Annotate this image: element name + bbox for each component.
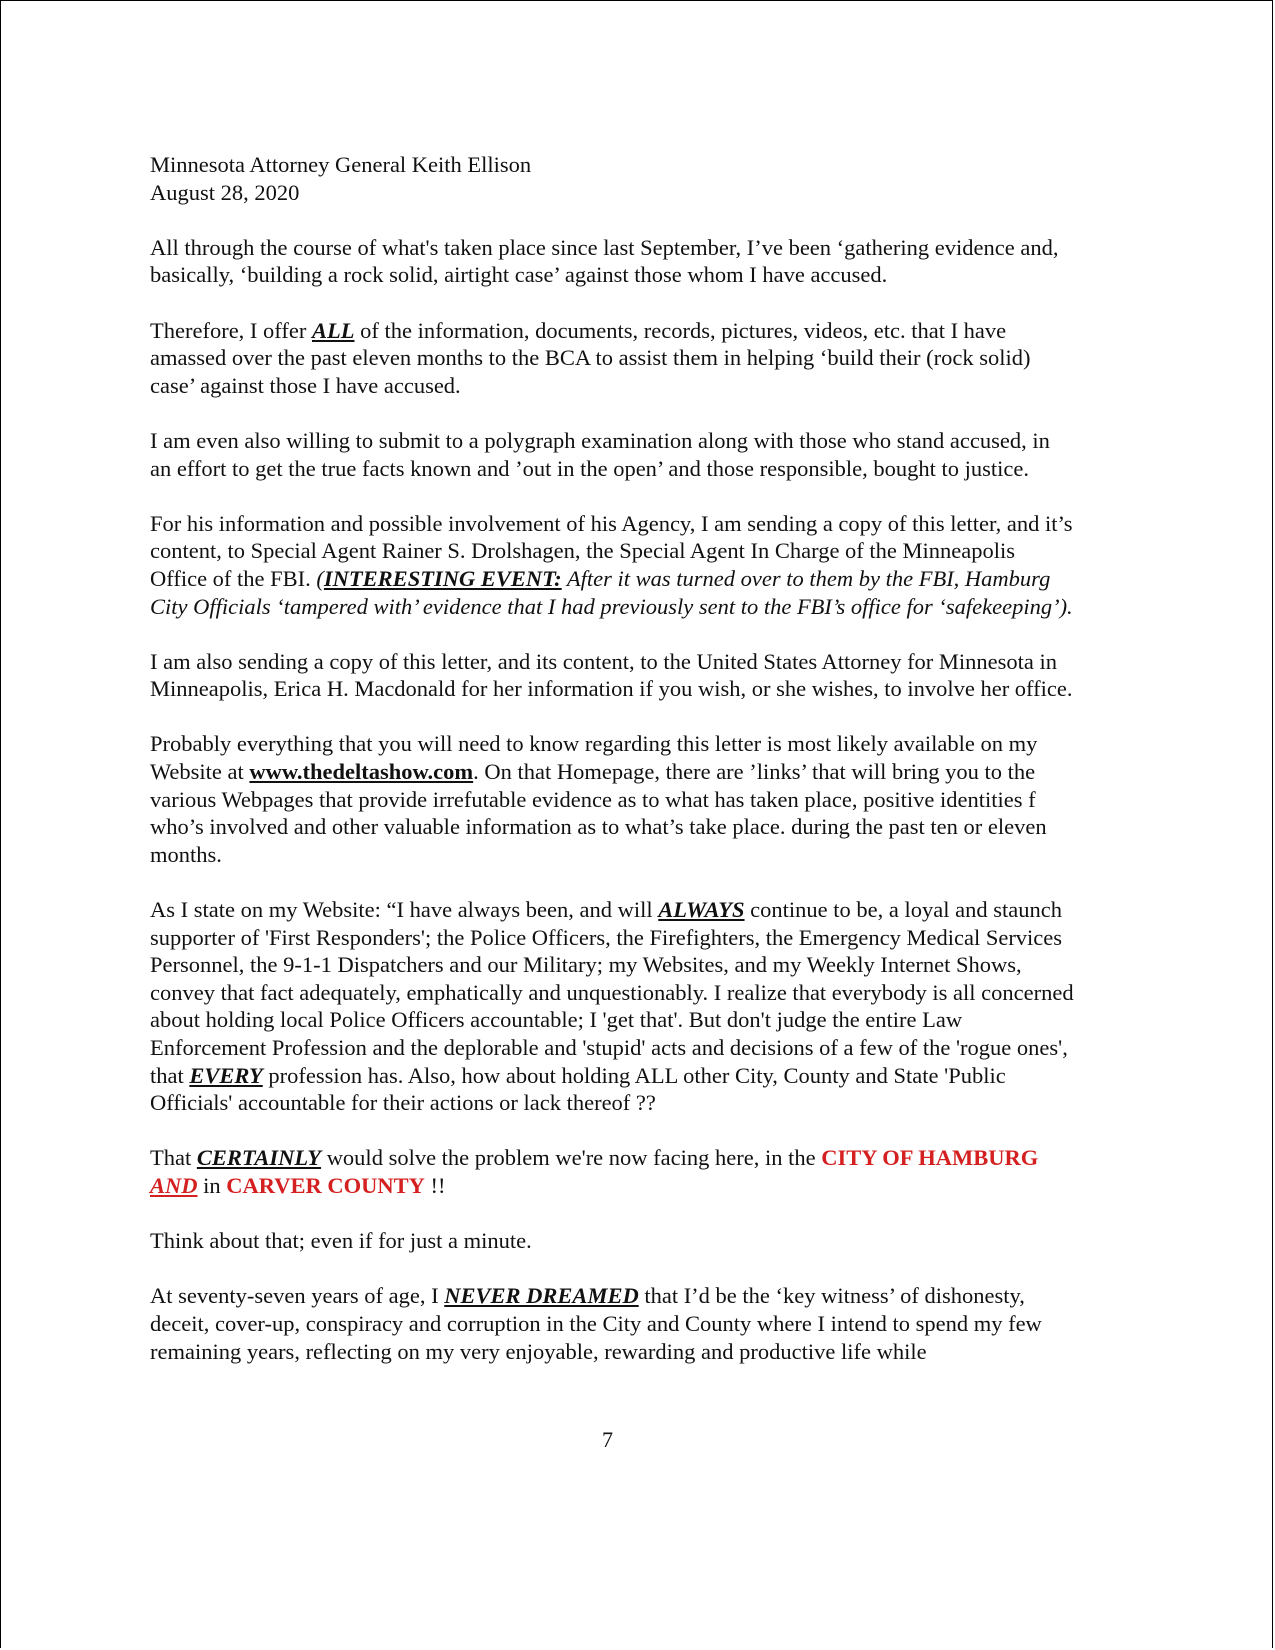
- p7-text-after: profession has. Also, how about holding ALL other City, County and State 'Public Officials' accountable for their actions or lack thereof ??: [150, 1062, 1006, 1116]
- p7-emphasis-always: ALWAYS: [658, 897, 745, 923]
- p8-text-after: !!: [424, 1172, 446, 1198]
- p4-italic-open: (: [316, 565, 324, 591]
- paragraph-3: I am even also willing to submit to a polygraph examination along with those who stand accused, in an effort to get the true facts known and ’out in the open’ and those responsible, bought to justice.: [150, 427, 1050, 481]
- letter-header: [150, 151, 1075, 206]
- p8-emphasis-certainly: CERTAINLY: [196, 1145, 322, 1171]
- p4-italic-rest: After it was turned over to them by the FBI, Hamburg City Officials ‘tampered with’ evidence that I had previously sent to the FBI’s office for ‘safekeeping’).: [150, 565, 1073, 619]
- paragraph-6: [150, 730, 1075, 868]
- p6-text-after: . On that Homepage, there are ’links’ that will bring you to the various Webpages that provide irrefutable evidence as to what has taken place, positive identities f who’s involved and other valuable information as to what’s take place. during the past ten or eleven months.: [150, 759, 1047, 867]
- p8-text-middle: would solve the problem we're now facing here, in the: [321, 1145, 822, 1171]
- letter-body: [150, 151, 1075, 1393]
- paragraph-5: I am also sending a copy of this letter, and its content, to the United States Attorney for Minnesota in Minneapolis, Erica H. Macdonald for her information if you wish, or she wishes, to involve her office.: [150, 648, 1073, 702]
- p2-text-after: of the information, documents, records, pictures, videos, etc. that I have amassed over the past eleven months to the BCA to assist them in helping ‘build their (rock solid) case’ against those I have accused.: [150, 317, 1031, 398]
- p8-in: in: [197, 1172, 227, 1198]
- p10-text-after: that I’d be the ‘key witness’ of dishonesty, deceit, cover-up, conspiracy and corruption in the City and County where I intend to spend my few remaining years, reflecting on my very enjoyable, rewarding and productive life while: [150, 1283, 1042, 1364]
- p8-text-before: That: [150, 1145, 197, 1171]
- p10-text-before: At seventy-seven years of age, I: [150, 1283, 445, 1309]
- paragraph-8: [150, 1144, 1075, 1199]
- website-link[interactable]: www.thedeltashow.com: [249, 759, 474, 785]
- paragraph-10: [150, 1282, 1075, 1365]
- recipient-line: Minnesota Attorney General Keith Ellison: [150, 152, 532, 177]
- date-line: August 28, 2020: [150, 179, 300, 205]
- p4-text: For his information and possible involvement of his Agency, I am sending a copy of this letter, and it’s content, to Special Agent Rainer S. Drolshagen, the Special Agent In Charge of the Minneapolis Office of the FBI.: [150, 510, 1073, 591]
- p6-text-before: Probably everything that you will need to know regarding this letter is most likely available on my Website at: [150, 731, 1038, 785]
- p8-emphasis-and: AND: [150, 1172, 198, 1198]
- p7-text-before: As I state on my Website: “I have always been, and will: [150, 897, 659, 923]
- p4-italic-emphasis: INTERESTING EVENT:: [323, 565, 562, 591]
- carver-county: CARVER COUNTY: [226, 1172, 425, 1198]
- paragraph-2: [150, 317, 1075, 400]
- paragraph-7: [150, 896, 1075, 1117]
- p10-emphasis: NEVER DREAMED: [444, 1283, 639, 1309]
- paragraph-1: All through the course of what's taken place since last September, I’ve been ‘gathering evidence and, basically, ‘building a rock solid, airtight case’ against those whom I have accused.: [150, 234, 1059, 288]
- page-number: 7: [602, 1427, 613, 1452]
- paragraph-4: [150, 510, 1075, 620]
- p2-text-before: Therefore, I offer: [150, 317, 312, 343]
- p2-emphasis: ALL: [311, 317, 355, 343]
- p7-emphasis-every: EVERY: [189, 1062, 263, 1088]
- paragraph-9: Think about that; even if for just a minute.: [150, 1228, 532, 1254]
- city-of-hamburg: CITY OF HAMBURG: [821, 1145, 1039, 1171]
- p7-text-middle: continue to be, a loyal and staunch supporter of 'First Responders'; the Police Officers, the Firefighters, the Emergency Medical Services Personnel, the 9-1-1 Dispatchers and our Military; my Websites, and my Weekly Internet Shows, convey that fact adequately, emphatically and unquestionably. I realize that everybody is all concerned about holding local Police Officers accountable; I 'get that'. But don't judge the entire Law Enforcement Profession and the deplorable and 'stupid' acts and decisions of a few of the 'rogue ones', that: [150, 897, 1074, 1088]
